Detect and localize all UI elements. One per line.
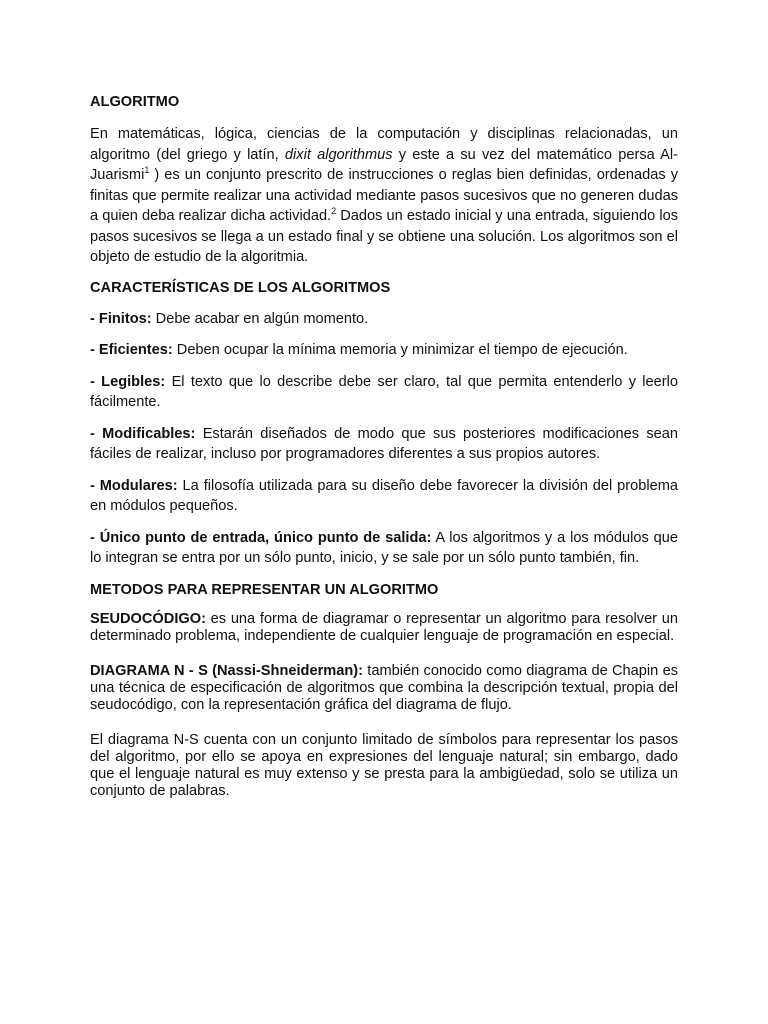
- characteristic-text: A los algoritmos y a los módulos que lo integran se entra por un sólo punto, inicio, y se sale por un sólo punto también, fin.: [90, 529, 678, 566]
- ns-diagram-term: DIAGRAMA N - S (Nassi-Shneiderman):: [90, 662, 363, 679]
- characteristic-term: - Modificables:: [90, 425, 196, 442]
- intro-text-1: En matemáticas, lógica, ciencias de la computación y disciplinas relacionadas, un algoritmo (del griego y latín,: [90, 126, 678, 163]
- seudocodigo-paragraph: [90, 611, 678, 645]
- characteristic-item: [90, 340, 678, 361]
- intro-paragraph: [90, 124, 678, 268]
- characteristics-heading: CARACTERÍSTICAS DE LOS ALGORITMOS: [90, 279, 391, 296]
- characteristic-item: [90, 476, 678, 517]
- characteristic-text: La filosofía utilizada para su diseño debe favorecer la división del problema en módulos pequeños.: [90, 477, 678, 514]
- ns-diagram-paragraph: [90, 663, 678, 714]
- intro-italic: dixit algorithmus: [284, 146, 393, 163]
- seudocodigo-text: es una forma de diagramar o representar un algoritmo para resolver un determinado problema, independiente de cualquier lenguaje de programación en especial.: [90, 610, 678, 644]
- characteristic-term: - Legibles:: [90, 373, 166, 390]
- footnote-ref-2: 2: [331, 206, 337, 217]
- characteristic-term: - Eficientes:: [90, 342, 173, 358]
- intro-text-4: Dados un estado inicial y una entrada, siguiendo los pasos sucesivos se llega a un estado final y se obtiene una solución. Los algoritmos son el objeto de estudio de la algoritmia.: [90, 208, 678, 265]
- methods-heading: METODOS PARA REPRESENTAR UN ALGORITMO: [90, 581, 439, 598]
- characteristic-text: El texto que lo describe debe ser claro, tal que permita entenderlo y leerlo fácilmente.: [90, 373, 678, 410]
- characteristic-text: Deben ocupar la mínima memoria y minimizar el tiempo de ejecución.: [172, 342, 628, 358]
- intro-text-3: ) es un conjunto prescrito de instrucciones o reglas bien definidas, ordenadas y finitas que permite realizar una actividad mediante pasos sucesivos que no generen dudas a quien deba realizar dicha actividad.: [90, 167, 678, 224]
- characteristic-item: [90, 424, 678, 465]
- characteristic-text: Estarán diseñados de modo que sus posteriores modificaciones sean fáciles de realizar, incluso por programadores diferentes a sus propios autores.: [90, 425, 678, 462]
- ns-diagram-text: también conocido como diagrama de Chapin es una técnica de especificación de algoritmos que combina la descripción textual, propia del seudocódigo, con la representación gráfica del diagrama de flujo.: [90, 662, 679, 713]
- footnote-ref-1: 1: [144, 165, 150, 176]
- seudocodigo-term: SEUDOCÓDIGO:: [90, 610, 206, 627]
- ns-symbols-paragraph: El diagrama N-S cuenta con un conjunto limitado de símbolos para representar los pasos del algoritmo, por ello se apoya en expresiones del lenguaje natural; sin embargo, dado que el lenguaje natural es muy extenso y se presta para la ambigüedad, solo se utiliza un conjunto de palabras.: [90, 731, 678, 799]
- characteristic-term: - Modulares:: [90, 477, 178, 494]
- page-title: ALGORITMO: [90, 94, 180, 110]
- intro-text-2: y este a su vez del matemático persa Al-Juarismi: [90, 146, 678, 183]
- characteristic-term: - Finitos:: [90, 310, 152, 327]
- characteristic-item: [90, 528, 678, 569]
- characteristic-text: Debe acabar en algún momento.: [151, 310, 369, 327]
- characteristic-item: [90, 309, 678, 330]
- characteristic-item: [90, 372, 678, 413]
- characteristic-term: - Único punto de entrada, único punto de salida:: [90, 529, 432, 546]
